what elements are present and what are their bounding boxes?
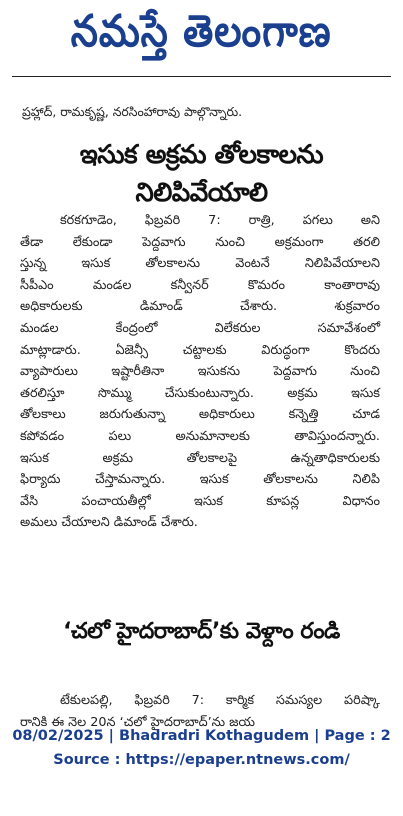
previous-article-tail: ప్రహ్లాద్, రామకృష్ణ, నరసింహారావు పాల్గొన్నారు. — [22, 104, 243, 119]
body-line: ఇసుక అక్రమ తోలకాలపై ఉన్నతాధికారులకు — [20, 450, 380, 466]
body-line: కపోవడం పలు అనుమానాలకు తావిస్తుందన్నారు. — [20, 428, 380, 444]
article1-headline-line1: ఇసుక అక్రమ తోలకాలను — [79, 140, 324, 170]
body-line: ఫిర్యాదు చేస్తామన్నారు. ఇసుక తోలకాలను నిలిపి — [20, 472, 380, 488]
body-line: తేడా లేకుండా పెద్దవాగు నుంచి అక్రమంగా తరలి — [20, 234, 380, 250]
body-line: సీపీఎం మండల కన్వీనర్ కొమరం కాంతారావు — [20, 277, 380, 293]
body-line: మండల కేంద్రంలో విలేకరుల సమావేశంలో — [20, 320, 380, 336]
footer-source: Source : https://epaper.ntnews.com/ — [53, 752, 350, 768]
article1-headline-line2: నిలిపివేయాలి — [135, 178, 268, 208]
body-line: అమలు చేయాలని డిమాండ్ చేశారు. — [20, 515, 198, 531]
body-line: టేకులపల్లి, ఫిబ్రవరి 7: కార్మిక సమస్యల పరిష్కా — [60, 693, 380, 708]
masthead-divider — [12, 76, 391, 77]
newspaper-title: నమస్తే తెలంగాణ — [71, 6, 332, 57]
body-line: అధికారులకు డిమాండ్ చేశారు. శుక్రవారం — [20, 299, 380, 315]
body-line: రానికి ఈ నెల 20న ‘చలో హైదరాబాద్’ను జయ — [20, 714, 255, 730]
body-line: స్తున్న ఇసుక తోలకాలను వెంటనే నిలిపివేయాలని — [20, 256, 380, 272]
masthead — [0, 0, 403, 74]
body-line: తోలకాలు జరుగుతున్నా అధికారులు కన్నెత్తి చూడ — [20, 407, 380, 423]
body-line: తరలిస్తూ సొమ్ము చేసుకుంటున్నారు. అక్రమ ఇసుక — [20, 385, 380, 401]
body-line: మాట్లాడారు. ఏజెన్సీ చట్టాలకు విరుద్ధంగా కొందరు — [20, 342, 380, 358]
article1-body — [20, 210, 380, 534]
article2-body — [20, 690, 380, 733]
footer-date-edition: 08/02/2025 | Bhadradri Kothagudem | Page : 2 — [12, 728, 391, 744]
body-line: కరకగూడెం, ఫిబ్రవరి 7: రాత్రి, పగలు అని — [60, 213, 380, 228]
body-line: వేసి పంచాయతీల్లో ఇసుక కూపన్ల విధానం — [20, 493, 380, 509]
article2-headline: ‘చలో హైదరాబాద్’కు వెళ్దాం రండి — [63, 619, 340, 644]
body-line: వ్యాపారులు ఇష్టారీతినా ఇసుకను పెద్దవాగు నుంచి — [20, 364, 380, 380]
